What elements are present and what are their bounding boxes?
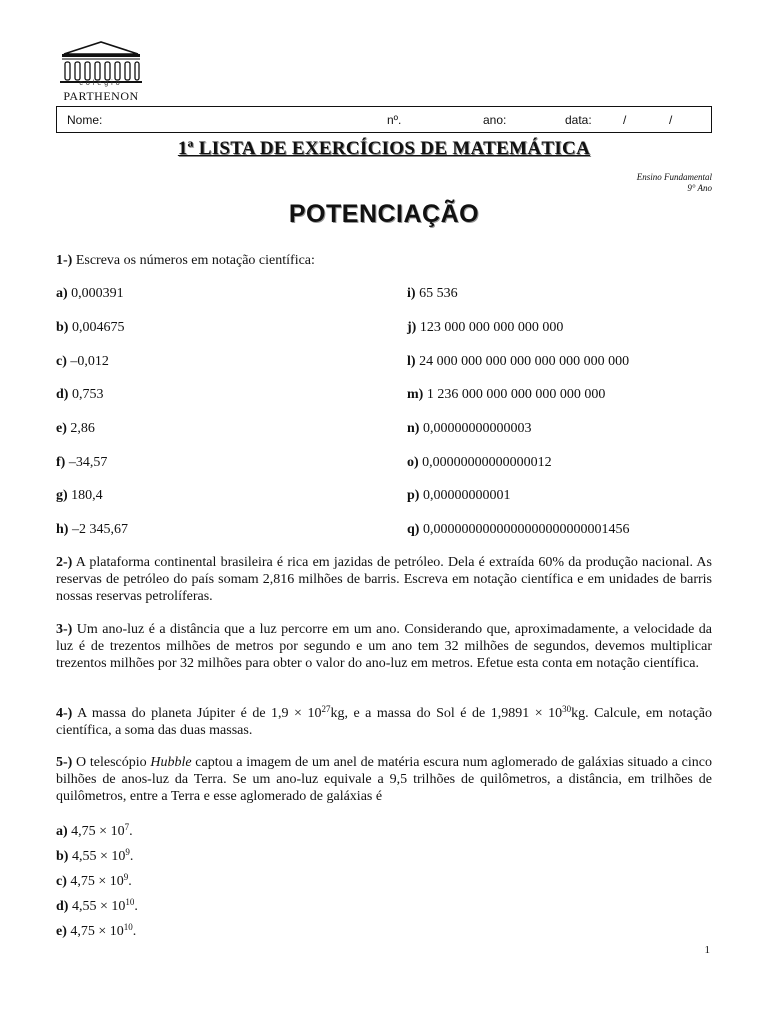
item-value: 0,004675: [71, 320, 125, 335]
item-n: [407, 420, 531, 437]
question-3: [56, 621, 712, 672]
page-title: 1ª LISTA DE EXERCÍCIOS DE MATEMÁTICA: [177, 138, 591, 159]
item-h: [56, 521, 128, 538]
question-4-text-3: kg. Calcule, em notação científica, a soma das duas massas.: [56, 706, 713, 738]
item-value: 123 000 000 000 000 000: [419, 320, 564, 335]
page-number: 1: [704, 944, 710, 956]
option-base: 4,75 × 10: [70, 924, 124, 939]
question-4-text-1: A massa do planeta Júpiter é de 1,9 × 10: [77, 706, 322, 721]
logo-subtitle: colégio: [79, 80, 123, 87]
question-5-text-2: captou a imagem de um anel de matéria escura num aglomerado de galáxias situado a cinco bilhões de anos-luz da Terra. Se um ano-luz equivale a 9,5 trilhões de quilômetros, a distância, em trilhões de quilômetros, entre a Terra e esse aglomerado de galáxias é: [56, 755, 712, 804]
question-2: [56, 554, 712, 605]
item-value: 0,00000000000003: [422, 421, 532, 436]
option-c: c) $4,75 \times 10^9$.: [56, 872, 132, 889]
item-p: [407, 487, 510, 504]
item-i: [407, 285, 458, 302]
item-m: [407, 386, 605, 403]
school-level: [637, 172, 712, 194]
item-letter: g): [56, 488, 68, 503]
question-4-text-2: kg, e a massa do Sol é de 1,9891 × 10: [330, 706, 563, 721]
item-letter: j): [407, 320, 417, 335]
item-value: 0,0000000000000000000000001456: [422, 522, 630, 537]
item-letter: n): [407, 421, 420, 436]
question-4: [56, 705, 712, 739]
exponent: 7: [124, 822, 130, 832]
item-value: 65 536: [419, 286, 458, 301]
question-2-text: A plataforma continental brasileira é rica em jazidas de petróleo. Dela é extraída 60% da produção nacional. As reservas de petróleo do país somam 2,816 milhões de barris. Escreva em notação científica e em unidades de barris nossas reservas petrolíferas.: [56, 555, 712, 604]
item-q: [407, 521, 629, 538]
item-g: [56, 487, 103, 504]
question-4-label: 4-): [56, 706, 73, 721]
item-letter: m): [407, 387, 424, 402]
item-l: [407, 353, 629, 370]
question-2-label: 2-): [56, 555, 73, 570]
option-base: 4,75 × 10: [71, 824, 125, 839]
item-letter: d): [56, 387, 69, 402]
date-label: data:: [565, 113, 592, 127]
level-line-1: Ensino Fundamental: [636, 172, 712, 182]
exponent: 9: [123, 872, 129, 882]
exponent: 10: [123, 922, 133, 932]
option-letter: e): [56, 924, 67, 939]
hubble-italic: Hubble: [150, 755, 192, 770]
item-o: [407, 454, 552, 471]
exponent: 30: [562, 704, 572, 714]
item-value: 2,86: [70, 421, 95, 436]
item-c: [56, 353, 109, 370]
item-letter: l): [407, 354, 416, 369]
option-base: 4,75 × 10: [70, 874, 124, 889]
exponent: 9: [125, 847, 130, 857]
item-letter: e): [56, 421, 67, 436]
logo-name: PARTHENON: [63, 89, 139, 103]
exponent: 10: [125, 897, 135, 907]
question-1-label: 1-): [56, 253, 73, 268]
item-value: –2 345,67: [71, 522, 128, 537]
option-letter: b): [56, 849, 69, 864]
item-letter: p): [407, 488, 420, 503]
item-e: [56, 420, 95, 437]
item-value: 0,753: [71, 387, 104, 402]
exponent: 27: [321, 704, 331, 714]
name-label: Nome:: [67, 113, 103, 127]
item-value: –0,012: [70, 354, 109, 369]
question-3-text: Um ano-luz é a distância que a luz percorre em um ano. Considerando que, aproximadamente, a velocidade da luz é de trezentos milhões de metros por segundo e um ano tem 32 milhões de segundos, devemos multiplicar trezentos milhões por 32 milhões para obter o valor do ano-luz em metros. Efetue esta conta em notação científica.: [56, 622, 712, 671]
option-a: a) $4,75 \times 10^7$.: [56, 822, 133, 839]
option-b: b) $4,55 \times 10^9$.: [56, 847, 134, 864]
item-a: [56, 285, 124, 302]
question-3-label: 3-): [56, 622, 73, 637]
item-b: [56, 319, 124, 336]
option-e: e) $4,75 \times 10^{10}$.: [56, 922, 137, 939]
question-5: [56, 754, 712, 805]
question-5-text-1: O telescópio: [76, 755, 151, 770]
item-value: 0,00000000001: [422, 488, 511, 503]
number-label: nº.: [387, 113, 402, 127]
item-value: 24 000 000 000 000 000 000 000 000: [419, 354, 630, 369]
question-1: [56, 252, 315, 269]
item-letter: c): [56, 354, 67, 369]
option-base: 4,55 × 10: [71, 849, 126, 864]
item-value: 0,00000000000000012: [422, 455, 552, 470]
item-letter: i): [407, 286, 416, 301]
option-letter: a): [56, 824, 68, 839]
item-letter: a): [56, 286, 68, 301]
level-line-2: 9° Ano: [687, 183, 712, 193]
topic-heading: POTENCIAÇÃO: [288, 200, 480, 228]
item-letter: o): [407, 455, 419, 470]
student-info-box: [56, 106, 712, 133]
item-letter: f): [56, 455, 66, 470]
option-letter: c): [56, 874, 67, 889]
item-value: 0,000391: [71, 286, 124, 301]
option-d: d) $4,55 \times 10^{10}$.: [56, 897, 138, 914]
item-letter: h): [56, 522, 69, 537]
option-base: 4,55 × 10: [71, 899, 126, 914]
question-5-label: 5-): [56, 755, 73, 770]
question-1-text: Escreva os números em notação científica:: [75, 253, 315, 268]
item-letter: q): [407, 522, 420, 537]
item-j: [407, 319, 563, 336]
item-value: –34,57: [68, 455, 108, 470]
item-letter: b): [56, 320, 69, 335]
item-f: [56, 454, 107, 471]
year-label: ano:: [483, 113, 507, 127]
item-value: 180,4: [71, 488, 103, 503]
date-slash-1: /: [623, 113, 627, 127]
date-slash-2: /: [669, 113, 673, 127]
item-d: [56, 386, 103, 403]
item-value: 1 236 000 000 000 000 000 000: [426, 387, 606, 402]
option-letter: d): [56, 899, 69, 914]
